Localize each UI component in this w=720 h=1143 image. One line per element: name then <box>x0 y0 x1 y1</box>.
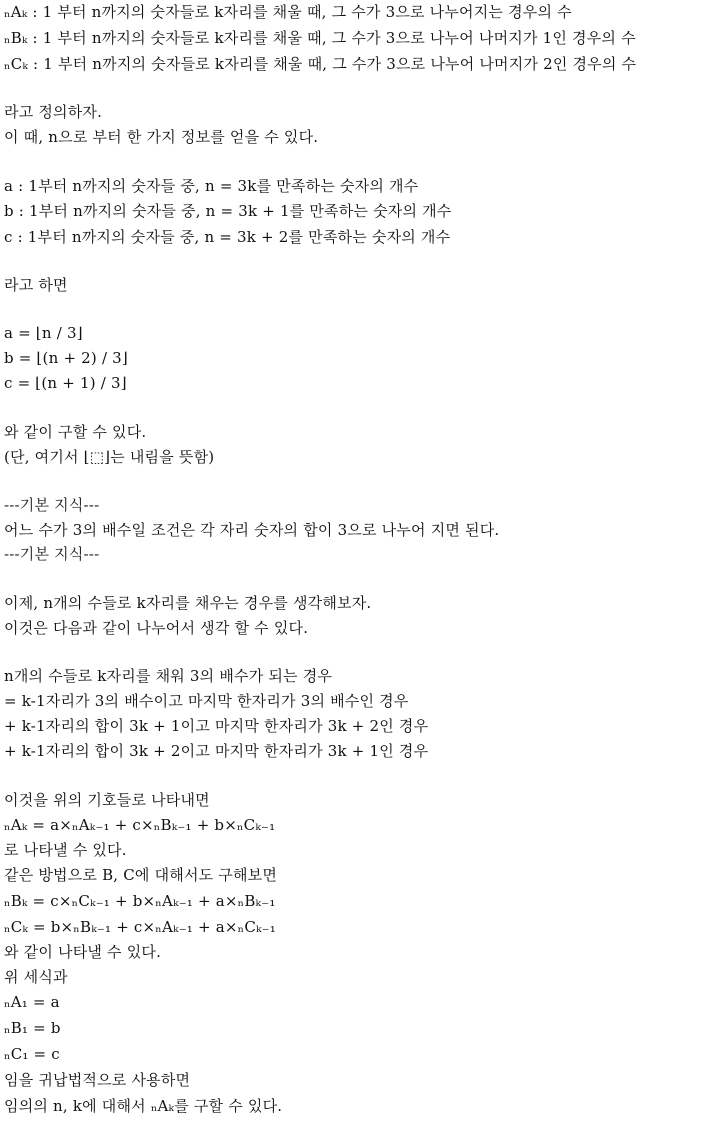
text-line: 이제, n개의 수들로 k자리를 채우는 경우를 생각해보자. <box>4 594 372 612</box>
formula-c: c = ⌊(n + 1) / 3⌋ <box>4 374 127 392</box>
basic-knowledge-text: 어느 수가 3의 배수일 조건은 각 자리 숫자의 합이 3으로 나누어 지면 된다. <box>4 521 500 539</box>
text-line: 임을 귀납법적으로 사용하면 <box>4 1071 191 1089</box>
definition-b: b : 1부터 n까지의 숫자들 중, n = 3k + 1를 만족하는 숫자의 개수 <box>4 202 452 220</box>
case-line: + k-1자리의 합이 3k + 2이고 마지막 한자리가 3k + 1인 경우 <box>4 742 429 760</box>
text-line: 위 세식과 <box>4 968 68 986</box>
text-line: 임의의 n, k에 대해서 ₙAₖ를 구할 수 있다. <box>4 1097 283 1115</box>
definition-a: a : 1부터 n까지의 숫자들 중, n = 3k를 만족하는 숫자의 개수 <box>4 177 419 195</box>
text-line: 같은 방법으로 B, C에 대해서도 구해보면 <box>4 866 278 884</box>
text-line: (단, 여기서 ⌊⬚⌋는 내림을 뜻함) <box>4 448 215 466</box>
text-line: 라고 하면 <box>4 276 68 294</box>
definition-C: ₙCₖ : 1 부터 n까지의 숫자들로 k자리를 채울 때, 그 수가 3으로 나누어 나머지가 2인 경우의 수 <box>4 55 637 73</box>
text-line: 이것을 위의 기호들로 나타내면 <box>4 791 210 809</box>
basic-knowledge-divider: ---기본 지식--- <box>4 545 100 563</box>
definition-c: c : 1부터 n까지의 숫자들 중, n = 3k + 2를 만족하는 숫자의 개수 <box>4 228 451 246</box>
text-line: 이것은 다음과 같이 나누어서 생각 할 수 있다. <box>4 619 309 637</box>
case-line: = k-1자리가 3의 배수이고 마지막 한자리가 3의 배수인 경우 <box>4 692 409 710</box>
base-case-B: ₙB₁ = b <box>4 1019 61 1037</box>
base-case-A: ₙA₁ = a <box>4 993 60 1011</box>
text-line: 로 나타낼 수 있다. <box>4 841 127 859</box>
recurrence-C: ₙCₖ = b×ₙBₖ₋₁ + c×ₙAₖ₋₁ + a×ₙCₖ₋₁ <box>4 918 277 936</box>
basic-knowledge-divider: ---기본 지식--- <box>4 496 100 514</box>
base-case-C: ₙC₁ = c <box>4 1045 60 1063</box>
definition-B: ₙBₖ : 1 부터 n까지의 숫자들로 k자리를 채울 때, 그 수가 3으로 나누어 나머지가 1인 경우의 수 <box>4 29 636 47</box>
formula-b: b = ⌊(n + 2) / 3⌋ <box>4 349 128 367</box>
text-line: 와 같이 나타낼 수 있다. <box>4 943 162 961</box>
definition-A: ₙAₖ : 1 부터 n까지의 숫자들로 k자리를 채울 때, 그 수가 3으로 나누어지는 경우의 수 <box>4 3 572 21</box>
text-line: 라고 정의하자. <box>4 103 103 121</box>
recurrence-B: ₙBₖ = c×ₙCₖ₋₁ + b×ₙAₖ₋₁ + a×ₙBₖ₋₁ <box>4 892 276 910</box>
case-line: + k-1자리의 합이 3k + 1이고 마지막 한자리가 3k + 2인 경우 <box>4 717 429 735</box>
recurrence-A: ₙAₖ = a×ₙAₖ₋₁ + c×ₙBₖ₋₁ + b×ₙCₖ₋₁ <box>4 816 276 834</box>
text-line: 이 때, n으로 부터 한 가지 정보를 얻을 수 있다. <box>4 128 319 146</box>
text-line: 와 같이 구할 수 있다. <box>4 423 147 441</box>
case-heading: n개의 수들로 k자리를 채워 3의 배수가 되는 경우 <box>4 667 333 685</box>
formula-a: a = ⌊n / 3⌋ <box>4 324 83 342</box>
